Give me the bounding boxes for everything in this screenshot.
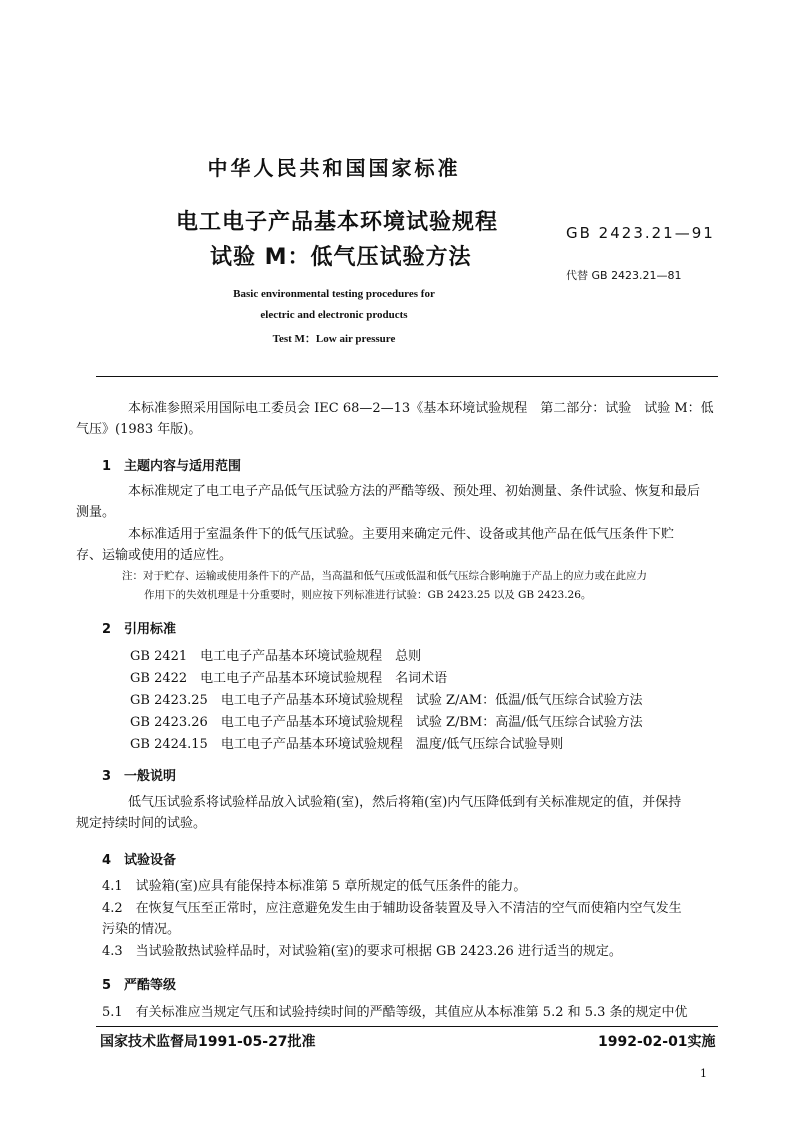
intro-line1: 本标准参照采用国际电工委员会 IEC 68—2—13《基本环境试验规程 第二部分：试验 试验 M：低 <box>128 401 714 416</box>
reference-item: GB 2423.25 电工电子产品基本环境试验规程 试验 Z/AM：低温/低气压综合试验方法 <box>130 693 643 708</box>
header-divider <box>96 376 718 377</box>
gb-number: GB 2423.21—91 <box>566 224 715 242</box>
approval-line: 国家技术监督局1991-05-27批准 <box>100 1034 316 1050</box>
english-title-line1: Basic environmental testing procedures for <box>233 288 435 300</box>
section3-line2: 规定持续时间的试验。 <box>76 816 207 831</box>
clause-4-2-line2: 污染的情况。 <box>102 922 181 937</box>
intro-line2: 气压》(1983 年版)。 <box>76 422 202 437</box>
section1-note-line1: 注：对于贮存、运输或使用条件下的产品，当高温和低气压或低温和低气压综合影响施于产品上的应力或在此应力 <box>122 570 647 582</box>
section1-para2 <box>76 524 718 566</box>
section5-heading: 5 严酷等级 <box>102 978 177 993</box>
english-title-line3: Test M：Low air pressure <box>272 333 396 345</box>
section1-para2-line2: 存、运输或使用的适应性。 <box>76 548 233 563</box>
page-number: 1 <box>700 1067 707 1080</box>
document-title-line1: 电工电子产品基本环境试验规程 <box>176 210 499 235</box>
reference-item: GB 2422 电工电子产品基本环境试验规程 名词术语 <box>130 671 448 686</box>
section2-heading: 2 引用标准 <box>102 622 177 637</box>
section1-para2-line1: 本标准适用于室温条件下的低气压试验。主要用来确定元件、设备或其他产品在低气压条件下贮 <box>128 527 675 542</box>
replaces-standard: 代替 GB 2423.21—81 <box>566 269 682 282</box>
implementation-date: 1992-02-01实施 <box>598 1034 716 1050</box>
section1-para1 <box>76 481 718 523</box>
section3-paragraph <box>76 792 718 834</box>
clause-4-1: 4.1 试验箱(室)应具有能保持本标准第 5 章所规定的低气压条件的能力。 <box>102 879 527 894</box>
national-standard-title: 中华人民共和国国家标准 <box>207 156 461 180</box>
intro-paragraph <box>76 398 718 440</box>
section1-note <box>122 567 718 605</box>
clause-4-2 <box>102 898 718 940</box>
section3-line1: 低气压试验系将试验样品放入试验箱(室)，然后将箱(室)内气压降低到有关标准规定的值，并保持 <box>128 795 682 810</box>
reference-item: GB 2424.15 电工电子产品基本环境试验规程 温度/低气压综合试验导则 <box>130 737 564 752</box>
clause-4-2-line1: 4.2 在恢复气压至正常时，应注意避免发生由于辅助设备装置及导入不清洁的空气而使箱内空气发生 <box>102 901 682 916</box>
section1-para1-line1: 本标准规定了电工电子产品低气压试验方法的严酷等级、预处理、初始测量、条件试验、恢复和最后 <box>128 484 701 499</box>
reference-item: GB 2421 电工电子产品基本环境试验规程 总则 <box>130 649 422 664</box>
reference-item: GB 2423.26 电工电子产品基本环境试验规程 试验 Z/BM：高温/低气压综合试验方法 <box>130 715 643 730</box>
english-title-line2: electric and electronic products <box>260 309 408 321</box>
clause-4-3: 4.3 当试验散热试验样品时，对试验箱(室)的要求可根据 GB 2423.26 进行适当的规定。 <box>102 944 622 959</box>
footer-divider <box>96 1026 718 1027</box>
section1-heading: 1 主题内容与适用范围 <box>102 459 242 474</box>
section3-heading: 3 一般说明 <box>102 769 177 784</box>
section4-heading: 4 试验设备 <box>102 853 177 868</box>
section1-note-line2: 作用下的失效机理是十分重要时，则应按下列标准进行试验：GB 2423.25 以及 GB 2423.26。 <box>144 589 592 601</box>
document-title-line2: 试验 M：低气压试验方法 <box>210 245 472 270</box>
section1-para1-line2: 测量。 <box>76 505 116 520</box>
clause-5-1: 5.1 有关标准应当规定气压和试验持续时间的严酷等级，其值应从本标准第 5.2 和 5.3 条的规定中优 <box>102 1005 688 1020</box>
